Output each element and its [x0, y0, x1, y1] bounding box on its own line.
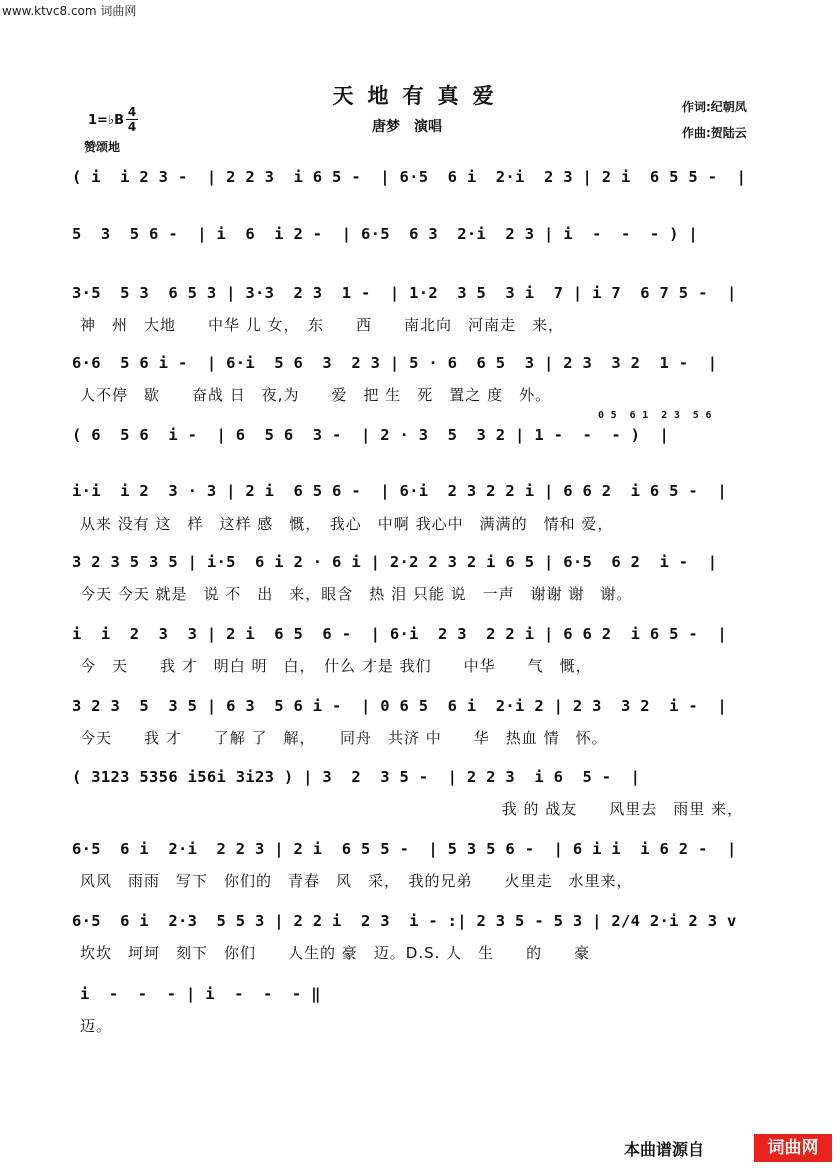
lyrics-line: 今 天 我 才 明白 明 白， 什么 才是 我们 中华 气 慨，: [80, 657, 592, 675]
notation-line: i i 2 3 3 | 2 i 6 5 6 - | 6·i 2 3 2 2 i | 6 6 2 i 6 5 - |: [72, 625, 727, 643]
lyrics-line: 风风 雨雨 写下 你们的 青春 风 采， 我的兄弟 火里走 水里来，: [80, 872, 633, 890]
site-url: www.ktvc8.com: [2, 4, 97, 18]
notation-line: 3 2 3 5 3 5 | i·5 6 i 2 · 6 i | 2·2 2 3 2 i 6 5 | 6·5 6 2 i - |: [72, 553, 718, 571]
composer-credit: 作曲:贺陆云: [682, 126, 747, 140]
grace-notes: 0 5 6 1 2 3 5 6: [598, 410, 712, 421]
footer-logo[interactable]: 词曲网: [754, 1134, 832, 1162]
notation-line: 6·5 6 i 2·i 2 2 3 | 2 i 6 5 5 - | 5 3 5 6 - | 6 i i i 6 2 - |: [72, 840, 737, 858]
notation-line: ( 6 5 6 i - | 6 5 6 3 - | 2 · 3 5 3 2 | 1 - - - ) |: [72, 426, 670, 444]
notation-line: 6·6 5 6 i - | 6·i 5 6 3 2 3 | 5 · 6 6 5 3 | 2 3 3 2 1 - |: [72, 354, 718, 372]
footer-source-text: 本曲谱源自: [624, 1140, 705, 1159]
time-signature: [126, 106, 138, 133]
notation-line: ( 3123 5356 i56i 3i23 ) | 3 2 3 5 - | 2 2 3 i 6 5 - |: [72, 768, 641, 786]
key-signature: 1=♭B: [88, 113, 124, 128]
notation-line: 3 2 3 5 3 5 | 6 3 5 6 i - | 0 6 5 6 i 2·i 2 | 2 3 3 2 i - |: [72, 697, 727, 715]
time-signature-top: 4: [127, 105, 137, 119]
lyrics-line: 今天 今天 就是 说 不 出 来，眼含 热 泪 只能 说 一声 谢谢 谢 谢。: [80, 585, 633, 603]
notation-line: ( i i 2 3 - | 2 2 3 i 6 5 - | 6·5 6 i 2·i 2 3 | 2 i 6 5 5 - |: [72, 168, 747, 186]
time-signature-bottom: 4: [127, 120, 137, 134]
notation-line: i - - - | i - - - ‖: [80, 985, 321, 1003]
song-title: 天地有真爱: [332, 83, 508, 108]
site-watermark: [2, 2, 136, 19]
site-name: 词曲网: [100, 4, 137, 18]
singer-credit: 唐梦 演唱: [372, 119, 442, 135]
lyrics-line: 从来 没有 这 样 这样 感 慨， 我心 中啊 我心中 满满的 情和 爱，: [80, 515, 614, 533]
lyrics-line: 迈。: [80, 1017, 113, 1035]
tempo-marking: 赞颂地: [84, 140, 121, 154]
lyrics-line: 神 州 大地 中华 儿 女， 东 西 南北向 河南走 来，: [80, 316, 565, 334]
lyrics-line: 坎坎 坷坷 刻下 你们 人生的 豪 迈。D.S. 人 生 的 豪: [80, 944, 591, 962]
notation-line: 6·5 6 i 2·3 5 5 3 | 2 2 i 2 3 i - :| 2 3 5 - 5 3 | 2/4 2·i 2 3 v: [72, 912, 737, 930]
lyrics-line: 人不停 歇 奋战 日 夜,为 爱 把 生 死 置之 度 外。: [80, 386, 552, 404]
lyricist-credit: 作词:纪朝凤: [682, 100, 747, 114]
lyrics-line: 我 的 战友 风里去 雨里 来，: [80, 800, 744, 818]
notation-line: 3·5 5 3 6 5 3 | 3·3 2 3 1 - | 1·2 3 5 3 i 7 | i 7 6 7 5 - |: [72, 284, 737, 302]
notation-line: i·i i 2 3 · 3 | 2 i 6 5 6 - | 6·i 2 3 2 2 i | 6 6 2 i 6 5 - |: [72, 482, 727, 500]
lyrics-line: 今天 我 才 了解 了 解， 同舟 共济 中 华 热血 情 怀。: [80, 729, 608, 747]
notation-line: 5 3 5 6 - | i 6 i 2 - | 6·5 6 3 2·i 2 3 | i - - - ) |: [72, 225, 699, 243]
